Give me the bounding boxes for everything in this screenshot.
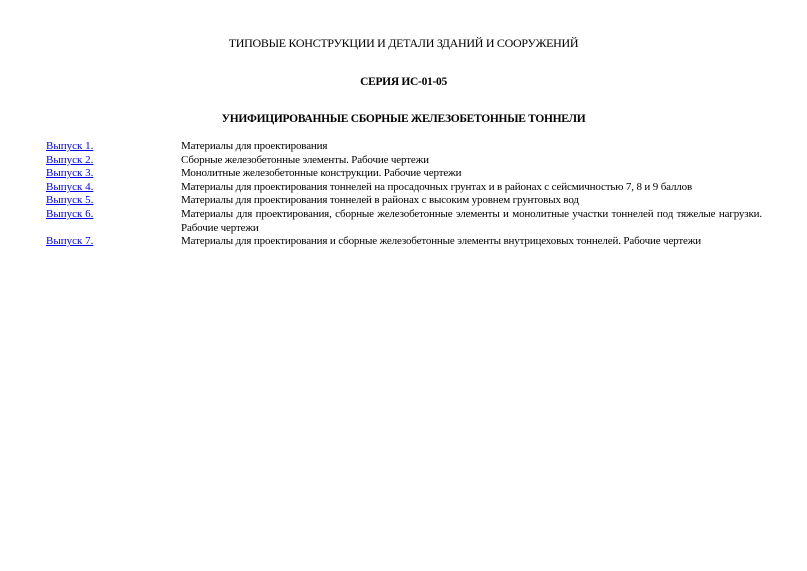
issue-link-2[interactable]: Выпуск 2. <box>46 153 94 166</box>
issue-link-5[interactable]: Выпуск 5. <box>46 194 94 207</box>
issue-link-7[interactable]: Выпуск 7. <box>46 235 94 248</box>
issue-description-6: Материалы для проектирования, сборные железобетонные элементы и монолитные участки тоннелей под тяжелые нагрузки. Рабочие чертежи <box>181 207 762 234</box>
issue-row-4 <box>46 181 762 195</box>
issue-description-4: Материалы для проектирования тоннелей на просадочных грунтах и в районах с сейсмичностью 7, 8 и 9 баллов <box>181 180 693 193</box>
issue-description-2: Сборные железобетонные элементы. Рабочие чертежи <box>181 153 429 166</box>
issue-link-1[interactable]: Выпуск 1. <box>46 140 94 152</box>
issue-row-6 <box>46 208 762 235</box>
issue-row-5 <box>46 194 762 208</box>
series-title: УНИФИЦИРОВАННЫЕ СБОРНЫЕ ЖЕЛЕЗОБЕТОННЫЕ ТОННЕЛИ <box>221 113 586 125</box>
issues-list <box>46 140 762 249</box>
issue-description-7: Материалы для проектирования и сборные железобетонные элементы внутрицеховых тоннелей. Рабочие чертежи <box>181 235 701 248</box>
issue-row-1 <box>46 140 762 154</box>
issue-row-2 <box>46 154 762 168</box>
issue-description-1: Материалы для проектирования <box>181 140 328 152</box>
issue-row-7 <box>46 235 762 249</box>
issue-description-5: Материалы для проектирования тоннелей в районах с высоким уровнем грунтовых вод <box>181 194 579 207</box>
issue-link-4[interactable]: Выпуск 4. <box>46 180 94 193</box>
issue-link-6[interactable]: Выпуск 6. <box>46 207 94 220</box>
issue-row-3 <box>46 167 762 181</box>
series-number: СЕРИЯ ИС-01-05 <box>360 76 447 88</box>
issue-description-3: Монолитные железобетонные конструкции. Рабочие чертежи <box>181 167 462 180</box>
issue-link-3[interactable]: Выпуск 3. <box>46 167 94 180</box>
main-title: ТИПОВЫЕ КОНСТРУКЦИИ И ДЕТАЛИ ЗДАНИЙ И СООРУЖЕНИЙ <box>228 36 579 50</box>
